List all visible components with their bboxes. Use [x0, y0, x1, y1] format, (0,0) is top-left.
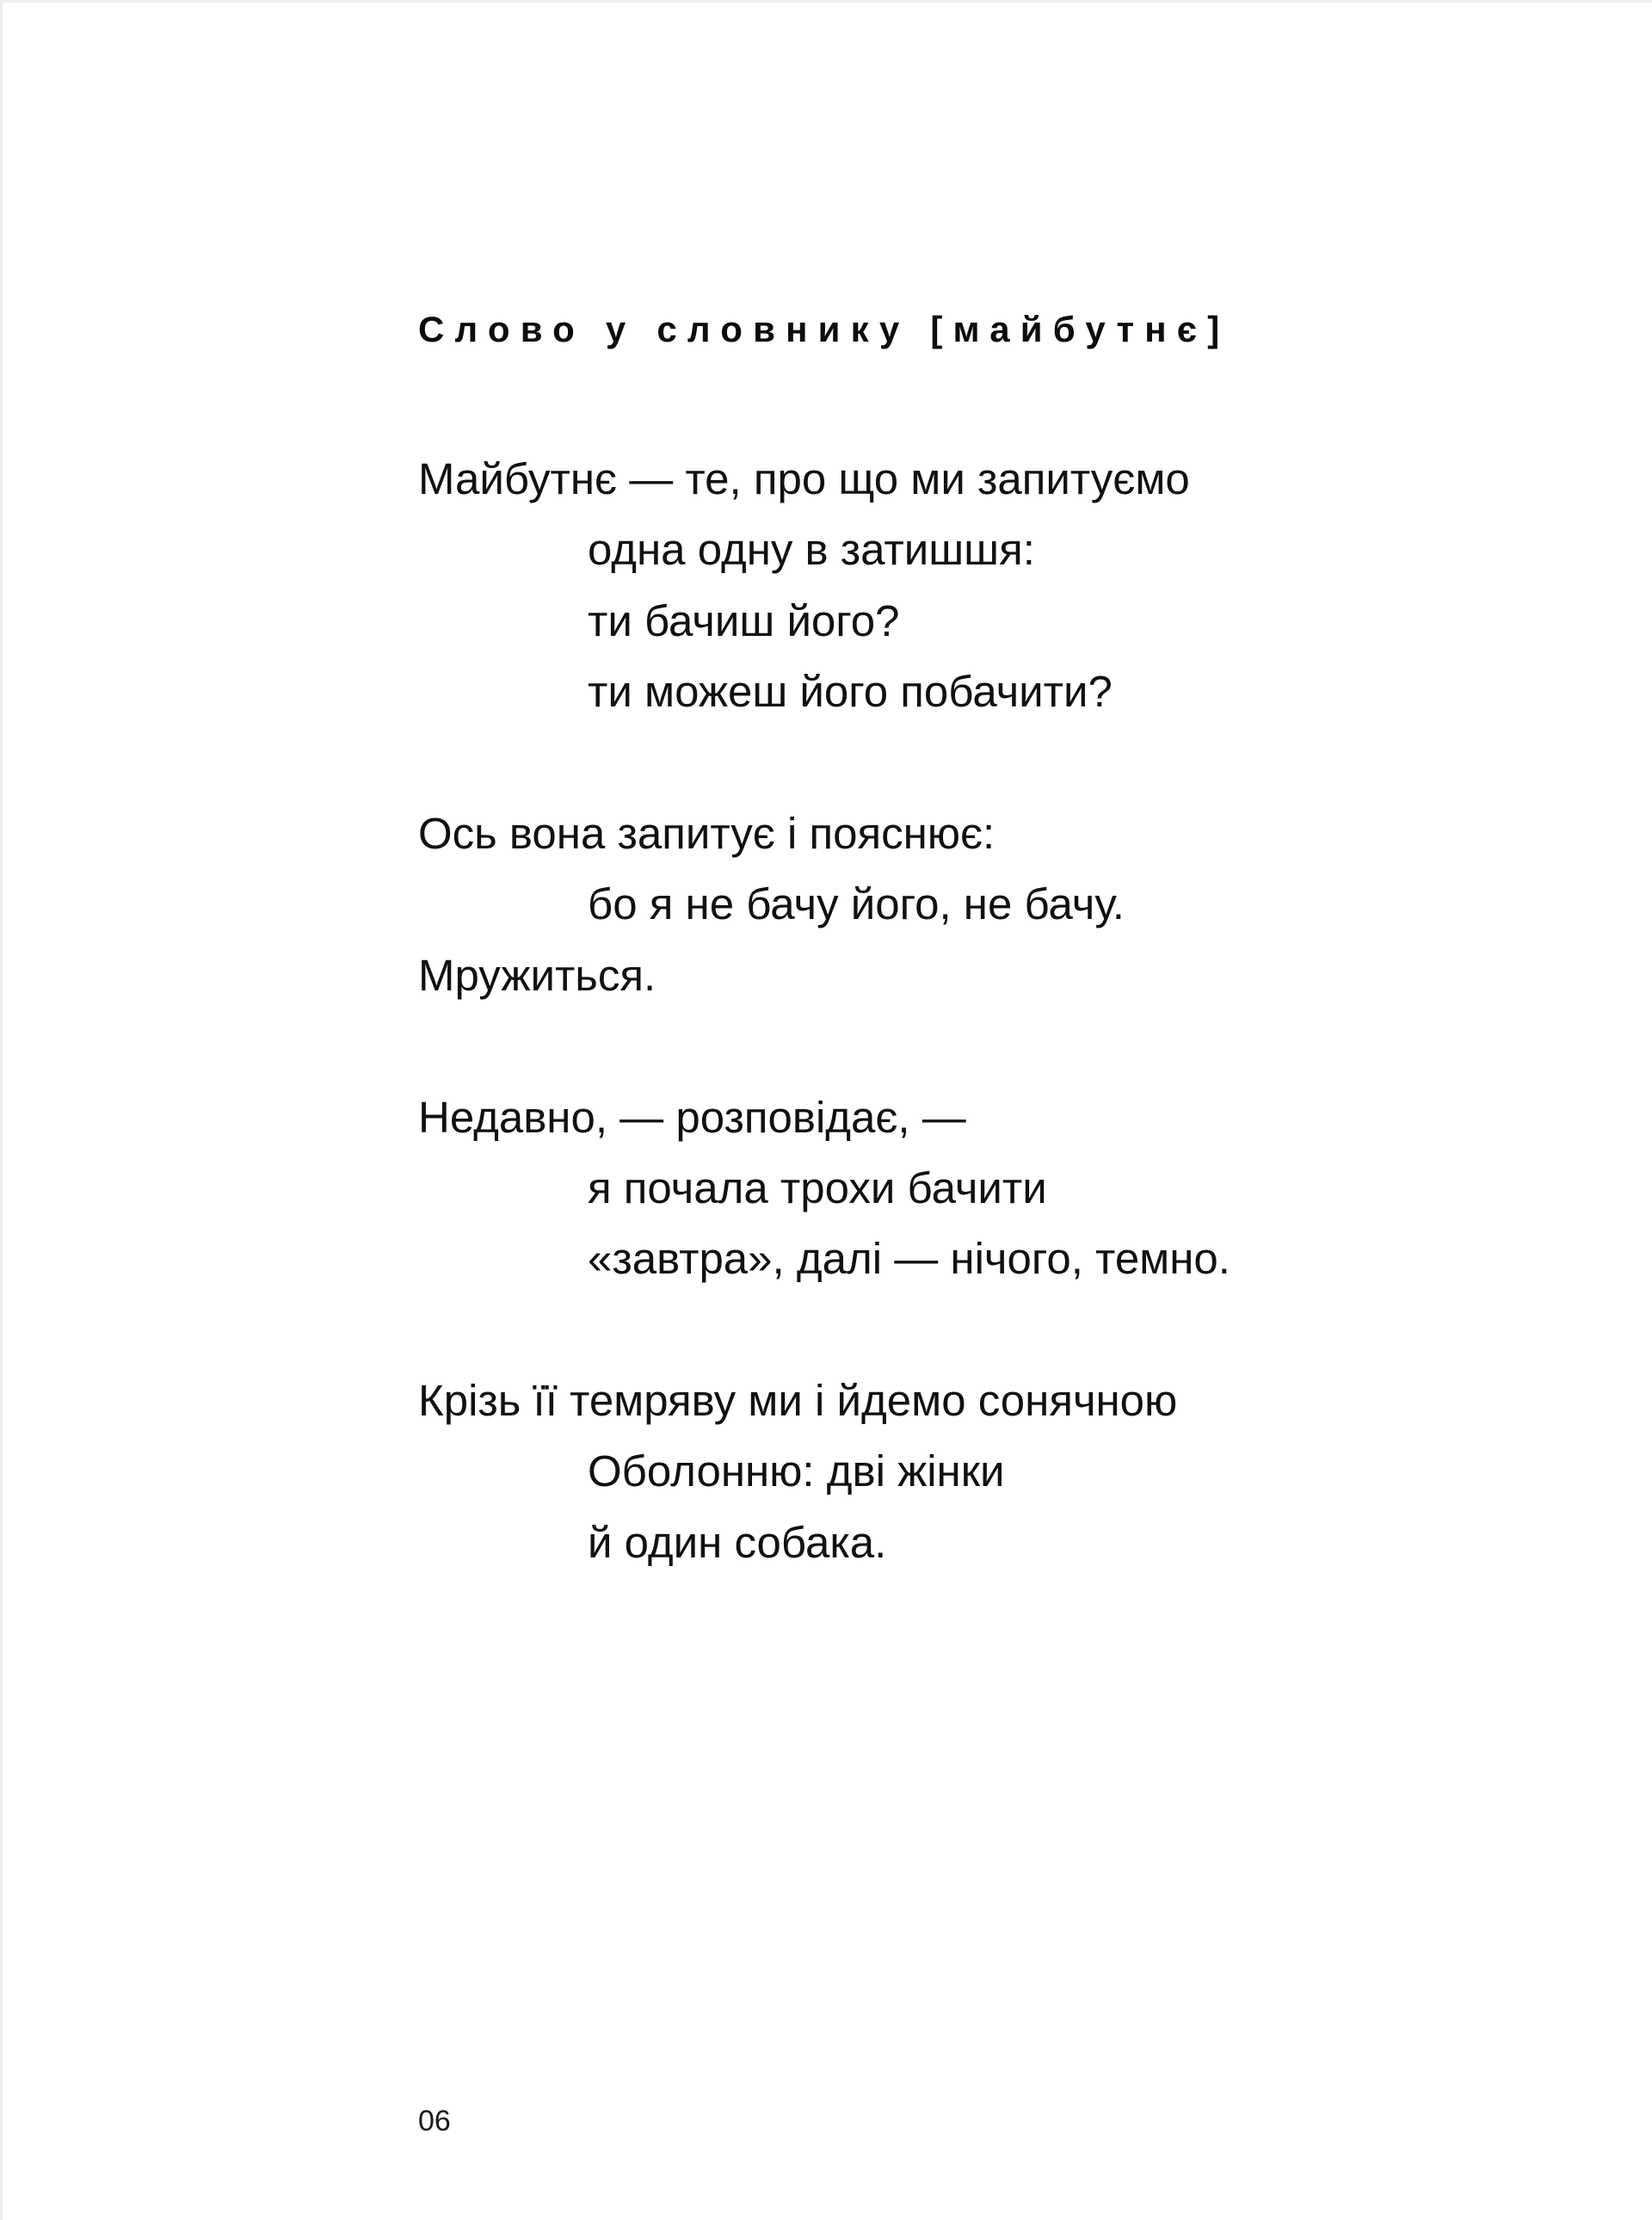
- stanza-2: [418, 799, 1451, 1011]
- stanza-3: [418, 1082, 1451, 1295]
- poem-line-indented: ти бачиш його?: [588, 595, 900, 645]
- poem-line: Майбутнє — те, про що ми запитуємо: [418, 454, 1190, 503]
- poem-line-indented: й один собака.: [588, 1517, 887, 1567]
- stanza-break: [418, 1295, 1451, 1366]
- stanza-break: [418, 1011, 1451, 1082]
- poem-title: Слово у словнику [майбутнє]: [418, 309, 1230, 349]
- poem-line-indented: бо я не бачу його, не бачу.: [588, 879, 1125, 929]
- poem-line-indented: я почала трохи бачити: [588, 1162, 1047, 1212]
- stanza-4: [418, 1366, 1451, 1578]
- stanza-1: [418, 444, 1451, 728]
- poem-body: [418, 444, 1451, 1578]
- stanza-break: [418, 728, 1451, 799]
- page-number: 06: [418, 2105, 451, 2137]
- poem-line-indented: «завтра», далі — нічого, темно.: [588, 1234, 1230, 1284]
- poem-line-indented: Оболонню: дві жінки: [588, 1446, 1005, 1496]
- poem-line: Недавно, — розповідає, —: [418, 1092, 966, 1142]
- poem-line: Крізь її темряву ми і йдемо сонячною: [418, 1376, 1178, 1426]
- poem-line-indented: одна одну в затишшя:: [588, 525, 1035, 575]
- poem-line-indented: ти можеш його побачити?: [588, 667, 1113, 717]
- poem-line: Мружиться.: [418, 950, 656, 1000]
- poem-line: Ось вона запитує і пояснює:: [418, 808, 996, 858]
